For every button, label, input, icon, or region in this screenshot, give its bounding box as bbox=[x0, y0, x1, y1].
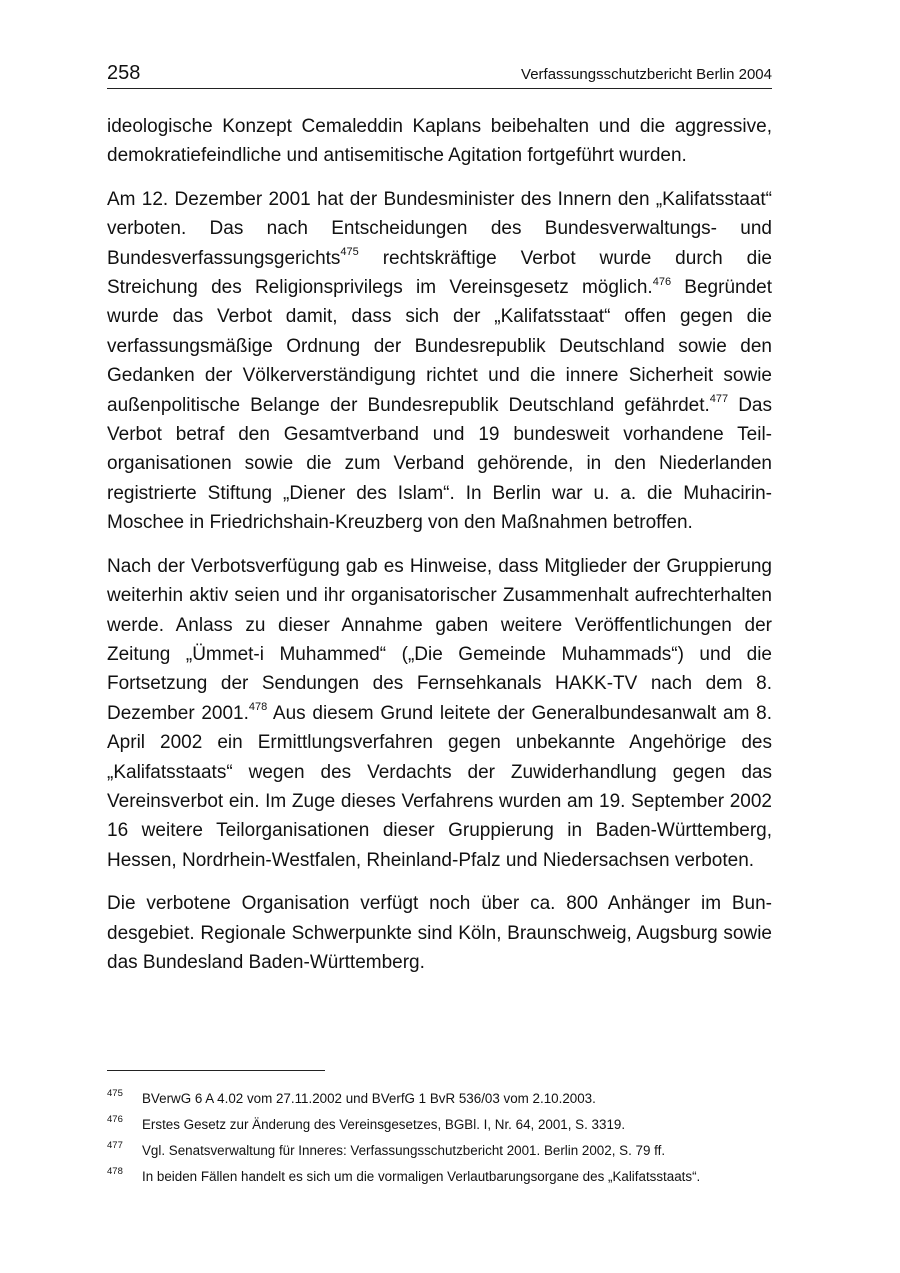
paragraph-3-text-a: Nach der Verbotsverfügung gab es Hinweise, dass Mitglieder der Gruppierung weiterhin aktiv seien und ihr organisatorischer Zusammenhalt aufrechterhalten werde. Anlass zu dieser Annahme gaben weitere Veröffentlichungen der Zeitung „Ümmet-i Muhammed“ („Die Gemeinde Muhammads“) und die Fortsetzung der Sendungen des Fernsehkanals HAKK-TV nach dem 8. Dezember 2001. bbox=[107, 555, 772, 724]
paragraph-3 bbox=[107, 552, 772, 875]
paragraph-2-text-b: rechtskräftige Verbot wurde durch die Streichung des Religionsprivilegs im Vereinsgesetz möglich. bbox=[107, 247, 772, 299]
paragraph-2 bbox=[107, 185, 772, 538]
page-number: 258 bbox=[107, 62, 141, 84]
footnote-text: BVerwG 6 A 4.02 vom 27.11.2002 und BVerfG 1 BvR 536/03 vom 2.10.2003. bbox=[142, 1091, 596, 1106]
footnote bbox=[107, 1164, 787, 1190]
footnote-divider bbox=[107, 1070, 325, 1071]
running-title: Verfassungsschutzbericht Berlin 2004 bbox=[521, 66, 772, 83]
footnote-number: 477 bbox=[107, 1140, 123, 1151]
footnote-number: 475 bbox=[107, 1088, 123, 1099]
footnote-text: In beiden Fällen handelt es sich um die vormaligen Verlautbarungsorgane des „Kalifatsstaats“. bbox=[142, 1169, 701, 1184]
footnote-ref-477[interactable]: 477 bbox=[709, 393, 729, 406]
paragraph-2-text-d: Das Verbot betraf den Gesamtverband und 19 bundesweit vorhandene Teilorganisationen sowie die zum Verband gehörende, in den Niederlanden registrierte Stiftung „Diener des Islam“. In Berlin war u. a. die Muhacirin-Moschee in Friedrichshain-Kreuzberg von den Maßnahmen betroffen. bbox=[107, 394, 772, 534]
footnotes bbox=[107, 1086, 787, 1190]
footnote-text: Erstes Gesetz zur Änderung des Vereinsgesetzes, BGBl. I, Nr. 64, 2001, S. 3319. bbox=[142, 1117, 626, 1132]
paragraph-4: Die verbotene Organisation verfügt noch über ca. 800 Anhänger im Bundesgebiet. Regionale Schwerpunkte sind Köln, Braunschweig, Augsburg sowie das Bundesland Baden-Württemberg. bbox=[107, 893, 772, 973]
paragraph-3-text-b: Aus diesem Grund leitete der Generalbundesanwalt am 8. April 2002 ein Ermittlungsverfahren gegen unbekannte Angehörige des „Kalifatsstaats“ wegen des Verdachts der Zuwiderhandlung gegen das Vereinsverbot ein. Im Zuge dieses Verfahrens wurden am 19. September 2002 16 weitere Teilorganisationen dieser Gruppierung in Baden-Württemberg, Hessen, Nordrhein-Westfalen, Rheinland-Pfalz und Niedersachsen verboten. bbox=[107, 702, 772, 871]
paragraph-2-text-c: Begründet wurde das Verbot damit, dass sich der „Kalifatsstaat“ offen gegen die verfassungsmäßige Ordnung der Bundesrepublik Deutschland sowie den Gedanken der Völkerverständigung richtet und die innere Sicherheit sowie außenpolitische Belange der Bundesrepublik Deutschland gefährdet. bbox=[107, 277, 772, 416]
paragraph-1: ideologische Konzept Cemaleddin Kaplans beibehalten und die aggressive, demokratiefeindliche und antisemitische Agitation fortgeführt wurden. bbox=[107, 116, 772, 167]
footnote bbox=[107, 1112, 787, 1138]
footnote bbox=[107, 1138, 787, 1164]
footnote-number: 478 bbox=[107, 1166, 123, 1177]
footnote bbox=[107, 1086, 787, 1112]
page-header bbox=[107, 62, 772, 89]
paragraph-2-text-a: Am 12. Dezember 2001 hat der Bundesminister des Innern den „Kalifatsstaat“ verboten. Das nach Entscheidungen des Bundesverwaltungs- und Bundesverfassungsgerichts bbox=[107, 188, 772, 269]
footnote-text: Vgl. Senatsverwaltung für Inneres: Verfassungsschutzbericht 2001. Berlin 2002, S. 79 ff. bbox=[142, 1143, 666, 1158]
footnote-number: 476 bbox=[107, 1114, 123, 1125]
footnote-ref-476[interactable]: 476 bbox=[652, 275, 672, 288]
body-text bbox=[107, 112, 772, 991]
footnote-ref-478[interactable]: 478 bbox=[248, 701, 268, 714]
footnote-ref-475[interactable]: 475 bbox=[340, 246, 359, 259]
